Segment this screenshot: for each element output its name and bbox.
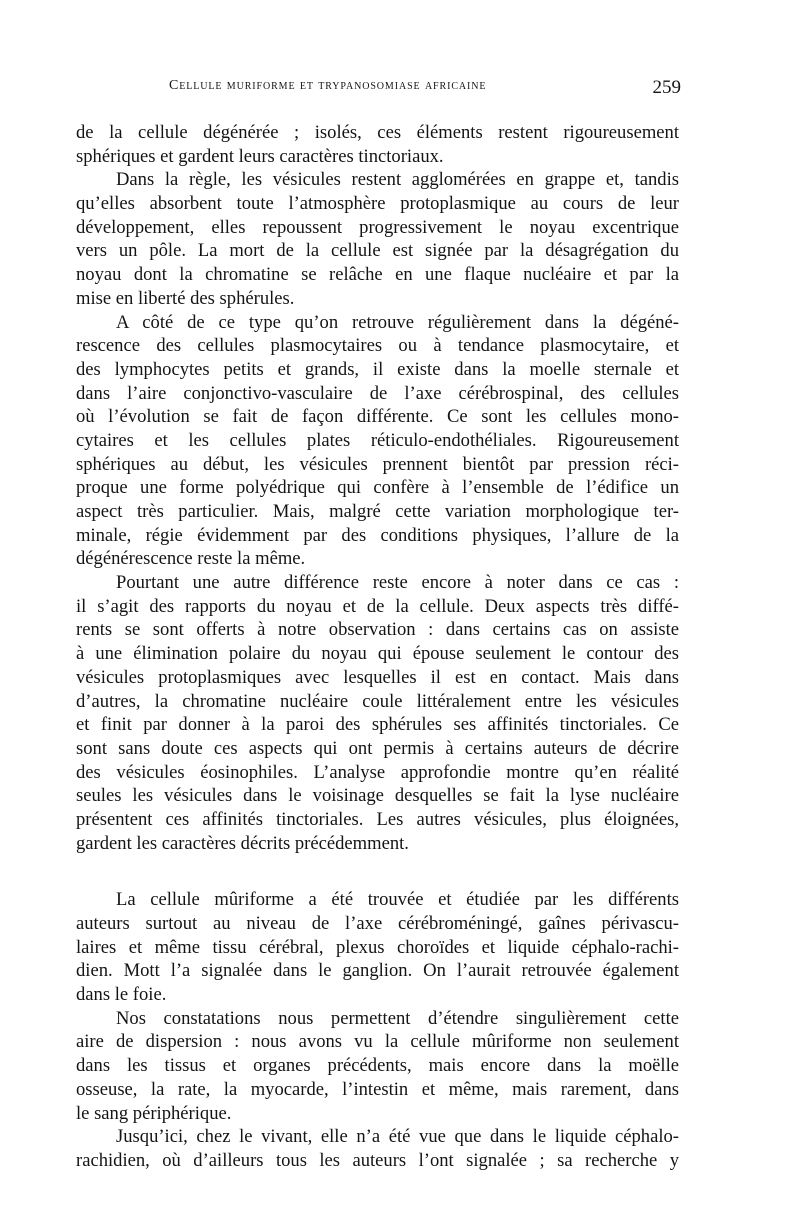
- text-line: sont sans doute ces aspects qui ont permis à certains auteurs de décrire: [76, 737, 679, 759]
- text-line: Dans la règle, les vésicules restent agglomérées en grappe et, tandis: [116, 169, 679, 191]
- text-line: développement, elles repoussent progressivement le noyau excentrique: [76, 216, 679, 238]
- page-number: 259: [652, 77, 681, 98]
- text-line: des vésicules éosinophiles. L’analyse approfondie montre qu’en réalité: [76, 761, 679, 783]
- paragraph-localization: [76, 888, 679, 1006]
- text-line: où l’évolution se fait de façon différente. Ce sont les cellules mono-: [76, 406, 679, 428]
- text-line: gardent les caractères décrits précédemment.: [76, 832, 409, 854]
- text-line: de la cellule dégénérée ; isolés, ces éléments restent rigoureusement: [76, 122, 679, 143]
- text-line: noyau dont la chromatine se relâche en une flaque nucléaire et par la: [76, 264, 679, 286]
- text-line: le sang périphérique.: [76, 1102, 232, 1124]
- text-line: dans le foie.: [76, 984, 167, 1006]
- section-gap: [76, 855, 679, 888]
- running-header: Cellule muriforme et trypanosomiase africaine: [169, 78, 487, 93]
- text-line: vers un pôle. La mort de la cellule est signée par la désagrégation du: [76, 240, 679, 262]
- paragraph-living-patient: [76, 1125, 679, 1172]
- text-line: rachidien, où d’ailleurs tous les auteurs l’ont signalée ; sa recherche y: [76, 1149, 679, 1171]
- text-line: il s’agit des rapports du noyau et de la cellule. Deux aspects très diffé-: [76, 595, 679, 617]
- text-line: minale, régie évidemment par des conditions physiques, l’allure de la: [76, 524, 679, 546]
- paragraph-nucleus-relations: [76, 571, 679, 855]
- text-line: laires et même tissu cérébral, plexus choroïdes et liquide céphalo-rachi-: [76, 936, 679, 958]
- text-line: aire de dispersion : nous avons vu la cellule mûriforme non seulement: [76, 1031, 679, 1053]
- paragraph-vesicle-grouping: [76, 168, 679, 310]
- text-line: sphériques et gardent leurs caractères tinctoriaux.: [76, 145, 444, 167]
- text-line: sphériques au début, les vésicules prennent bientôt par pression réci-: [76, 453, 679, 475]
- text-line: A côté de ce type qu’on retrouve régulièrement dans la dégéné-: [116, 311, 679, 333]
- paragraph-continuation: [76, 121, 679, 168]
- text-line: dans l’aire conjonctivo-vasculaire de l’axe cérébrospinal, des cellules: [76, 382, 679, 404]
- text-line: et finit par donner à la paroi des sphérules ses affinités tinctoriales. Ce: [76, 714, 679, 736]
- text-line: proque une forme polyédrique qui confère à l’ensemble de l’édifice un: [76, 477, 679, 499]
- text-line: cytaires et les cellules plates réticulo-endothéliales. Rigoureusement: [76, 429, 679, 451]
- text-line: rescence des cellules plasmocytaires ou à tendance plasmocytaire, et: [76, 335, 679, 357]
- text-line: auteurs surtout au niveau de l’axe cérébroméningé, gaînes périvascu-: [76, 913, 679, 934]
- text-line: osseuse, la rate, la myocarde, l’intestin et même, mais rarement, dans: [76, 1078, 679, 1100]
- text-line: aspect très particulier. Mais, malgré cette variation morphologique ter-: [76, 501, 679, 522]
- body-text: [76, 121, 679, 1173]
- text-line: Jusqu’ici, chez le vivant, elle n’a été vue que dans le liquide céphalo-: [116, 1126, 679, 1148]
- paragraph-other-cell-types: [76, 311, 679, 572]
- text-line: dégénérescence reste la même.: [76, 548, 306, 570]
- text-line: des lymphocytes petits et grands, il existe dans la moelle sternale et: [76, 358, 679, 380]
- text-line: qu’elles absorbent toute l’atmosphère protoplasmique au cours de leur: [76, 193, 679, 215]
- text-line: mise en liberté des sphérules.: [76, 287, 295, 309]
- text-line: rents se sont offerts à notre observation : dans certains cas on assiste: [76, 619, 679, 641]
- text-line: seules les vésicules dans le voisinage desquelles se fait la lyse nucléaire: [76, 785, 679, 807]
- text-line: présentent ces affinités tinctoriales. Les autres vésicules, plus éloignées,: [76, 808, 679, 830]
- paragraph-dispersion: [76, 1007, 679, 1125]
- text-line: La cellule mûriforme a été trouvée et étudiée par les différents: [116, 889, 679, 911]
- text-line: vésicules protoplasmiques avec lesquelles il est en contact. Mais dans: [76, 666, 679, 688]
- text-line: d’autres, la chromatine nucléaire coule littéralement entre les vésicules: [76, 690, 679, 712]
- text-line: dien. Mott l’a signalée dans le ganglion. On l’aurait retrouvée également: [76, 960, 679, 982]
- text-line: Nos constatations nous permettent d’étendre singulièrement cette: [116, 1007, 679, 1029]
- text-line: à une élimination polaire du noyau qui épouse seulement le contour des: [76, 643, 679, 665]
- text-line: dans les tissus et organes précédents, mais encore dans la moëlle: [76, 1055, 679, 1077]
- text-line: Pourtant une autre différence reste encore à noter dans ce cas :: [116, 572, 679, 594]
